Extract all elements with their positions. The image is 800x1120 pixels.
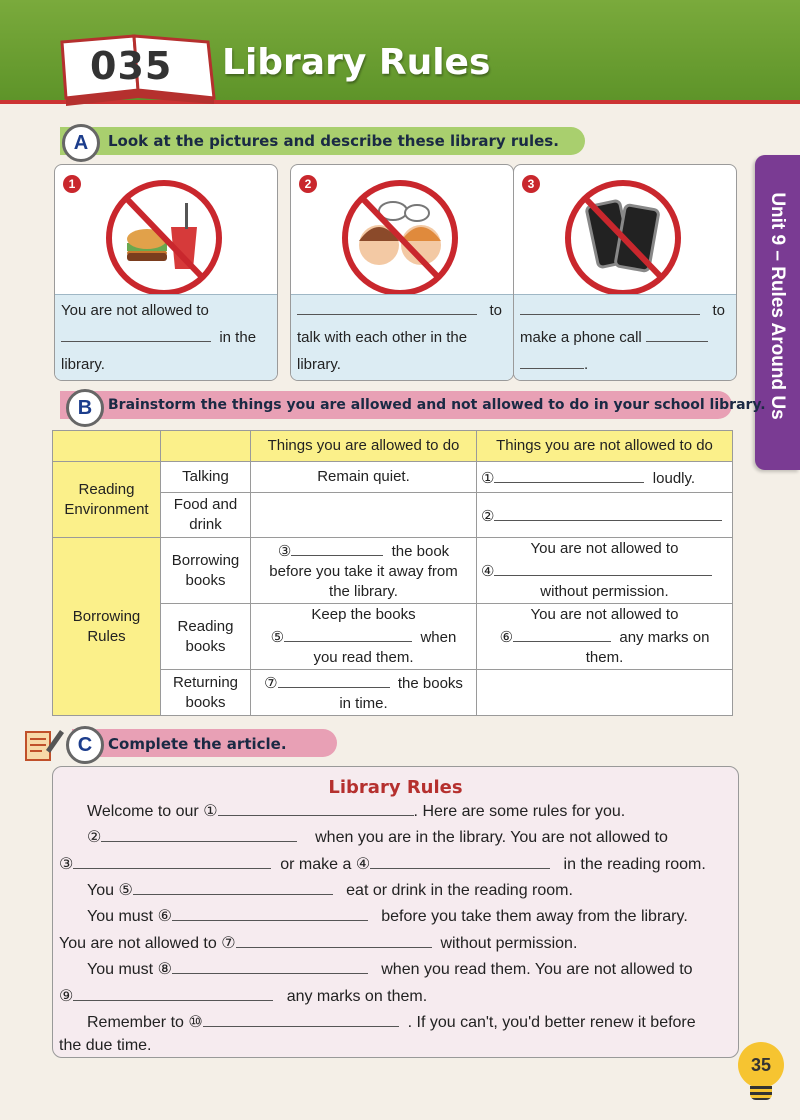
article-title: Library Rules [328, 777, 463, 798]
section-b-letter: B [66, 389, 104, 427]
answer-blank[interactable] [646, 325, 708, 342]
caption-line: talk with each other in the [297, 329, 468, 346]
caption-text: to [712, 302, 726, 319]
picture-card-2 [290, 164, 514, 381]
article-box [52, 766, 739, 1058]
lightbulb-base-icon [750, 1086, 772, 1100]
picture-card-1 [54, 164, 278, 381]
article-line: ② when you are in the library. You are not allowed to [87, 825, 668, 847]
picture-caption-1 [55, 294, 277, 380]
table-row [53, 462, 733, 493]
row-label: Borrowing books [161, 538, 251, 604]
cell-text: them. [585, 649, 624, 666]
cell-text: in time. [339, 695, 388, 712]
caption-text: to [489, 302, 503, 319]
cell-text: without permission. [540, 583, 669, 600]
cell-text: You are not allowed to [530, 606, 679, 623]
no-food-drink-icon [105, 179, 223, 297]
unit-tab [755, 155, 800, 470]
table-row [53, 538, 733, 604]
cell-allowed: Remain quiet. [251, 462, 477, 493]
picture-caption-3 [514, 294, 736, 380]
answer-blank[interactable] [520, 298, 700, 315]
cell-text: you read them. [313, 649, 414, 666]
table-header-row [53, 431, 733, 462]
row-label: Returning books [161, 670, 251, 716]
article-line: Welcome to our ① . Here are some rules for you. [87, 799, 625, 821]
answer-blank[interactable] [494, 466, 644, 483]
page-number: 35 [738, 1042, 784, 1088]
answer-blank[interactable] [236, 931, 432, 948]
header-allowed: Things you are allowed to do [251, 431, 477, 462]
picture-number: 2 [299, 175, 317, 193]
row-label: Food and drink [161, 493, 251, 538]
answer-blank[interactable] [203, 1010, 399, 1027]
cell-text: the books [397, 675, 463, 692]
cell-text: loudly. [652, 469, 696, 487]
answer-blank[interactable] [513, 625, 611, 642]
section-a-title: Look at the pictures and describe these library rules. [108, 132, 559, 150]
answer-blank[interactable] [61, 325, 211, 342]
cell-text: when [420, 629, 457, 646]
answer-number: ② [481, 507, 495, 525]
picture-number: 3 [522, 175, 540, 193]
cell-text: Keep the books [311, 606, 416, 623]
answer-blank[interactable] [494, 504, 722, 521]
article-line: You must ⑧ when you read them. You are not allowed to [87, 957, 693, 979]
brainstorm-table [52, 430, 733, 716]
article-line: You must ⑥ before you take them away from the library. [87, 904, 688, 926]
answer-blank[interactable] [370, 852, 550, 869]
answer-blank[interactable] [494, 559, 712, 576]
answer-blank[interactable] [297, 298, 477, 315]
page-title: Library Rules [222, 42, 491, 83]
cell-text: the book [391, 543, 450, 560]
section-c-title: Complete the article. [108, 735, 287, 753]
answer-blank[interactable] [172, 957, 368, 974]
cell-text: any marks on [619, 629, 710, 646]
article-line: Remember to ⑩ . If you can't, you'd better renew it before [87, 1010, 696, 1032]
answer-blank[interactable] [520, 352, 584, 369]
answer-blank[interactable] [172, 904, 368, 921]
caption-text: . [584, 356, 589, 373]
answer-number: ⑦ [264, 675, 278, 692]
no-phone-icon [564, 179, 682, 297]
cell-text: the library. [329, 583, 398, 600]
header-not-allowed: Things you are not allowed to do [477, 431, 733, 462]
answer-blank[interactable] [73, 984, 273, 1001]
answer-blank[interactable] [278, 671, 390, 688]
group-reading-environment: Reading Environment [53, 462, 161, 538]
cell-text: You are not allowed to [530, 540, 679, 557]
answer-blank[interactable] [291, 539, 383, 556]
section-a-letter: A [62, 124, 100, 162]
article-line: ⑨ any marks on them. [59, 984, 427, 1006]
writing-pencil-icon [24, 726, 64, 762]
article-line: You ⑤ eat or drink in the reading room. [87, 878, 573, 900]
article-line: ③ or make a ④ in the reading room. [59, 852, 706, 874]
caption-line: library. [61, 356, 105, 373]
answer-blank[interactable] [284, 625, 412, 642]
lesson-number: 035 [90, 44, 173, 88]
cell-text: before you take it away from [269, 563, 458, 580]
picture-card-3 [513, 164, 737, 381]
answer-number: ① [481, 469, 495, 487]
picture-caption-2 [291, 294, 513, 380]
picture-number: 1 [63, 175, 81, 193]
row-label: Reading books [161, 604, 251, 670]
answer-blank[interactable] [73, 852, 271, 869]
row-label: Talking [161, 462, 251, 493]
caption-line: You are not allowed to [61, 302, 209, 319]
answer-blank[interactable] [218, 799, 414, 816]
answer-number: ③ [277, 543, 292, 560]
caption-line: library. [297, 356, 341, 373]
group-borrowing-rules: Borrowing Rules [53, 538, 161, 716]
caption-text: in the [219, 329, 257, 346]
answer-number: ⑥ [499, 629, 514, 646]
unit-tab-label: Unit 9 – Rules Around Us [767, 192, 788, 420]
section-c-letter: C [66, 726, 104, 764]
no-talking-icon [341, 179, 459, 297]
answer-blank[interactable] [133, 878, 333, 895]
answer-number: ④ [481, 563, 495, 580]
answer-blank[interactable] [101, 825, 297, 842]
article-line: You are not allowed to ⑦ without permission. [59, 931, 577, 953]
caption-text: make a phone call [520, 329, 642, 346]
answer-number: ⑤ [270, 629, 285, 646]
article-line: the due time. [59, 1037, 152, 1054]
section-b-title: Brainstorm the things you are allowed and not allowed to do in your school library. [108, 397, 766, 413]
